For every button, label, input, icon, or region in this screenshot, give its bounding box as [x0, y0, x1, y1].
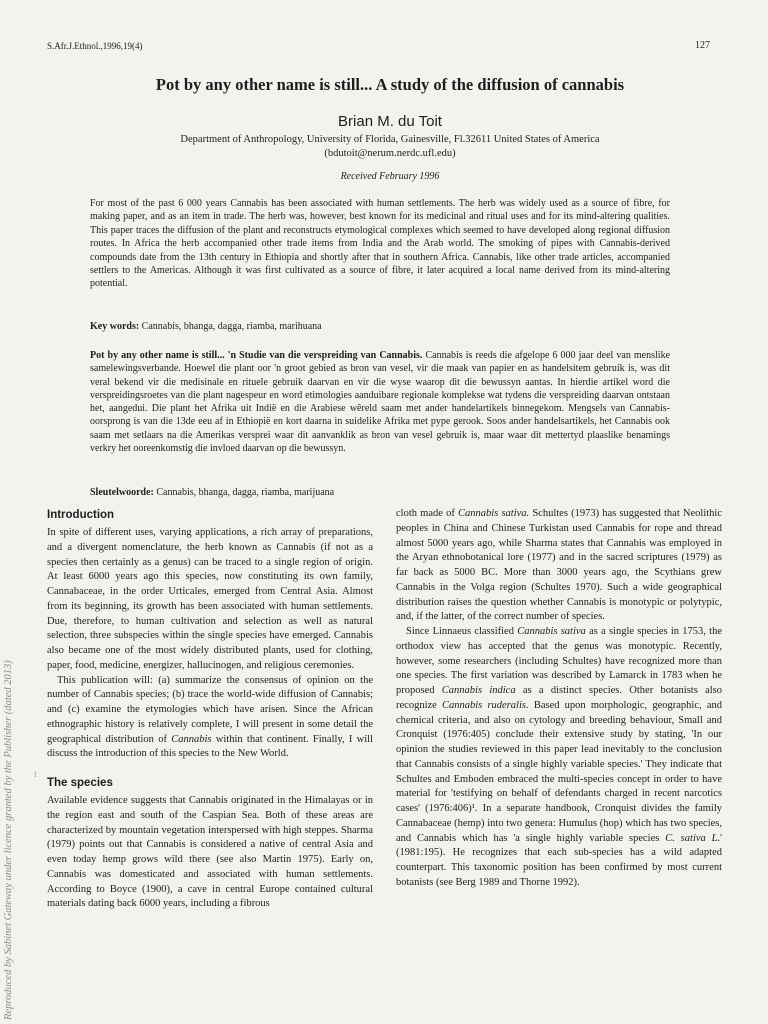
keywords	[90, 321, 670, 332]
left-column	[47, 508, 373, 912]
afrikaans-title: Pot by any other name is still... 'n Studie van die verspreiding van Cannabis.	[90, 350, 423, 361]
abstract: For most of the past 6 000 years Cannabis has been associated with human settlements. The herb was widely used as a source of fibre, for making paper, and as an item in trade. The herb was, however, best known for its medicinal and ritual uses and for its mind-altering qualities. This paper traces the diffusion of the plant and reconstructs etymological complexes which seemed to have developed along regional diffusion routes. In Africa the herb accompanied other trade items from India and the Arab world. The smoking of pipes with Cannabis-derived compounds date from the 13th century in Ethiopia and shortly after that in southern Africa. Cannabis, like other trade articles, accompanied settlers to the Americas. Although it was first cultivated as a source of fibre, it later acquired a local name derived from its mind-altering potential.	[90, 198, 670, 290]
reproduction-notice: Reproduced by Sabinet Gateway under licence granted by the Publisher (dated 2013)	[3, 660, 14, 1020]
italic-term: C. sativa L.	[665, 832, 721, 844]
italic-term: Cannabis indica	[441, 685, 516, 696]
italic-term: Cannabis sativa	[517, 626, 586, 637]
afrikaans-text: Cannabis is reeds die afgelope 6 000 jaar deel van menslike samelewingsverbande. Hoewel die plant oor 'n groot gebied as bron van vesel, vir die maak van papier en as handelsitem gebruik is, was dit veral bekend vir die medisinale en rituele gebruik daarvan en vir die wyse waarop dit die bewussyn aantas. In hierdie artikel word die verspreidingsroetes van die plant nagespeur en word etimologies aanduibare regionale komplekse wat tydens die verspreiding daarvan ontstaan het, aangedui. Die plant het Afrika uit Indië en die Arabiese wêreld saam met ander handelartikels binnegekom. Mengsels van Cannabis-oorsprong is van die 13de eeu af in Ethiopië en kort daarna in suidelike Afrika met pype gerook. Soos ander handelsartikels, het Cannabis ook saam met setlaars na die Amerikas versprei waar dit aanvanklik as bron van vesel gebruik is, maar waar dit mettertyd plaaslike benamings verkry het ooreenkomstig die invloed daarvan op die bewussyn.	[90, 350, 671, 455]
right-column	[396, 507, 722, 891]
received-date: Received February 1996	[340, 171, 440, 182]
page-number: 127	[695, 40, 710, 51]
species-paragraph-1: Available evidence suggests that Cannabis originated in the Himalayas or in the region east and south of the Caspian Sea. Both of these areas are characterized by mountain vegetation interspersed with high steppes. Sharma (1979) points out that Cannabis is considered a native of central Asia and even today hemp grows wild there (see also Martin 1975). Early on, Cannabis was domesticated and associated with human settlements. According to Boyce (1900), a cave in central Europe contained cultural materials dating back 6000 years, including a fibrous	[47, 795, 373, 910]
right-paragraph-1: cloth made of Cannabis sativa. Schultes (1973) has suggested that Neolithic peoples in China and Chinese Turkistan used Cannabis for rope and thread almost 5000 years ago, while Sharma states that Cannabis was employed in the Aryan ethnobotanical lore (1977) and in the sacred scriptures (1979) as far back as 5000 BC. More than 3000 years ago, the Scythians grew Cannabis in the Volga region (Schultes 1970). Such a wide geographical distribution raises the question whether Cannabis is monotypic or polytypic, and, if the latter, of the correct number of species.	[396, 508, 723, 623]
intro-paragraph-1: In spite of different uses, varying applications, a rich array of preparations, and a divergent nomenclature, the herb known as Cannabis (if not as a species then certainly as a genus) can be traced to a single region of origin. At least 6000 years ago this species, now constituting its own family, Cannabaceae, in the order Urticales, emerged from Central Asia. Almost from its beginning, its growth has been associated with human settlements. Due, therefore, to human cultivation and selection as well as natural selection, three subspecies within the single species have emerged. Cannabis also became one of the most widely distributed plants, used for clothing, paper, food, medicine, energizer, hallucinogen, and religious ceremonies.	[47, 527, 373, 671]
afrikaans-keywords	[90, 487, 670, 498]
article-title: Pot by any other name is still... A study of the diffusion of cannabis	[155, 75, 625, 94]
intro-paragraph-2: This publication will: (a) summarize the consensus of opinion on the number of Cannabis species; (b) trace the world-wide diffusion of Cannabis; and (c) examine the etymologies which have arisen. Since the African ethnographic history is relatively complete, I will present in some detail the geographical distribution of Cannabis within that continent. Finally, I will discuss the introduction of this species to the New World.	[47, 674, 373, 760]
keywords-text: Cannabis, bhanga, dagga, riamba, marihuana	[141, 321, 322, 332]
introduction-heading: Introduction	[47, 509, 115, 521]
keywords-label: Key words:	[90, 321, 140, 332]
italic-term: Cannabis ruderalis.	[442, 699, 529, 711]
journal-citation: S.Afr.J.Ethnol.,1996,19(4)	[47, 41, 143, 51]
author-affiliation	[40, 133, 740, 160]
right-paragraph-2: Since Linnaeus classified Cannabis sativa as a single species in 1753, the orthodox view has accepted that the genus was monotypic. Recently, however, some researchers (including Schultes) have recognized more than one species. The first variation was described by Lamarck in 1783 when he proposed Cannabis indica as a distinct species. Other botanists also recognize Cannabis ruderalis. Based upon morphologic, geographic, and chemical criteria, and also on cytology and breeding behaviour, Small and Cronquist (1976:405) conclude their extensive study by stating, 'In our opinion the studies reviewed in this paper lead inevitably to the conclusion that Cannabis consists of a single highly variable species.' They indicate that Schultes and Emboden embraced the multi-species concept in order to have material for 'testifying on behalf of defendants charged in recent narcotics cases' (1976:406)¹. In a separate handbook, Cronquist divides the family Cannabaceae (hemp) into two genera: Humulus (hop) which has two species, and Cannabis which has 'a single highly variable species C. sativa L.' (1981:195). He recognizes that each sub-species has a wild adapted counterpart. This taxonomic position has been confirmed by most current botanists (see Berg 1989 and Thorne 1992).	[396, 626, 723, 888]
affiliation-text: Department of Anthropology, University of Florida, Gainesville, Fl.32611 United States of America	[180, 134, 600, 145]
afrikaans-keywords-label: Sleutelwoorde:	[90, 487, 154, 498]
author-name: Brian M. du Toit	[338, 113, 442, 130]
italic-term: Cannabis sativa.	[458, 508, 530, 519]
afrikaans-keywords-text: Cannabis, bhanga, dagga, riamba, marijuana	[156, 487, 335, 498]
italic-term: Cannabis	[171, 733, 212, 745]
afrikaans-abstract	[90, 349, 670, 455]
species-heading: The species	[47, 777, 113, 789]
margin-mark: ⁝	[34, 770, 37, 779]
author-email[interactable]: (bdutoit@nerum.nerdc.ufl.edu)	[324, 147, 456, 159]
